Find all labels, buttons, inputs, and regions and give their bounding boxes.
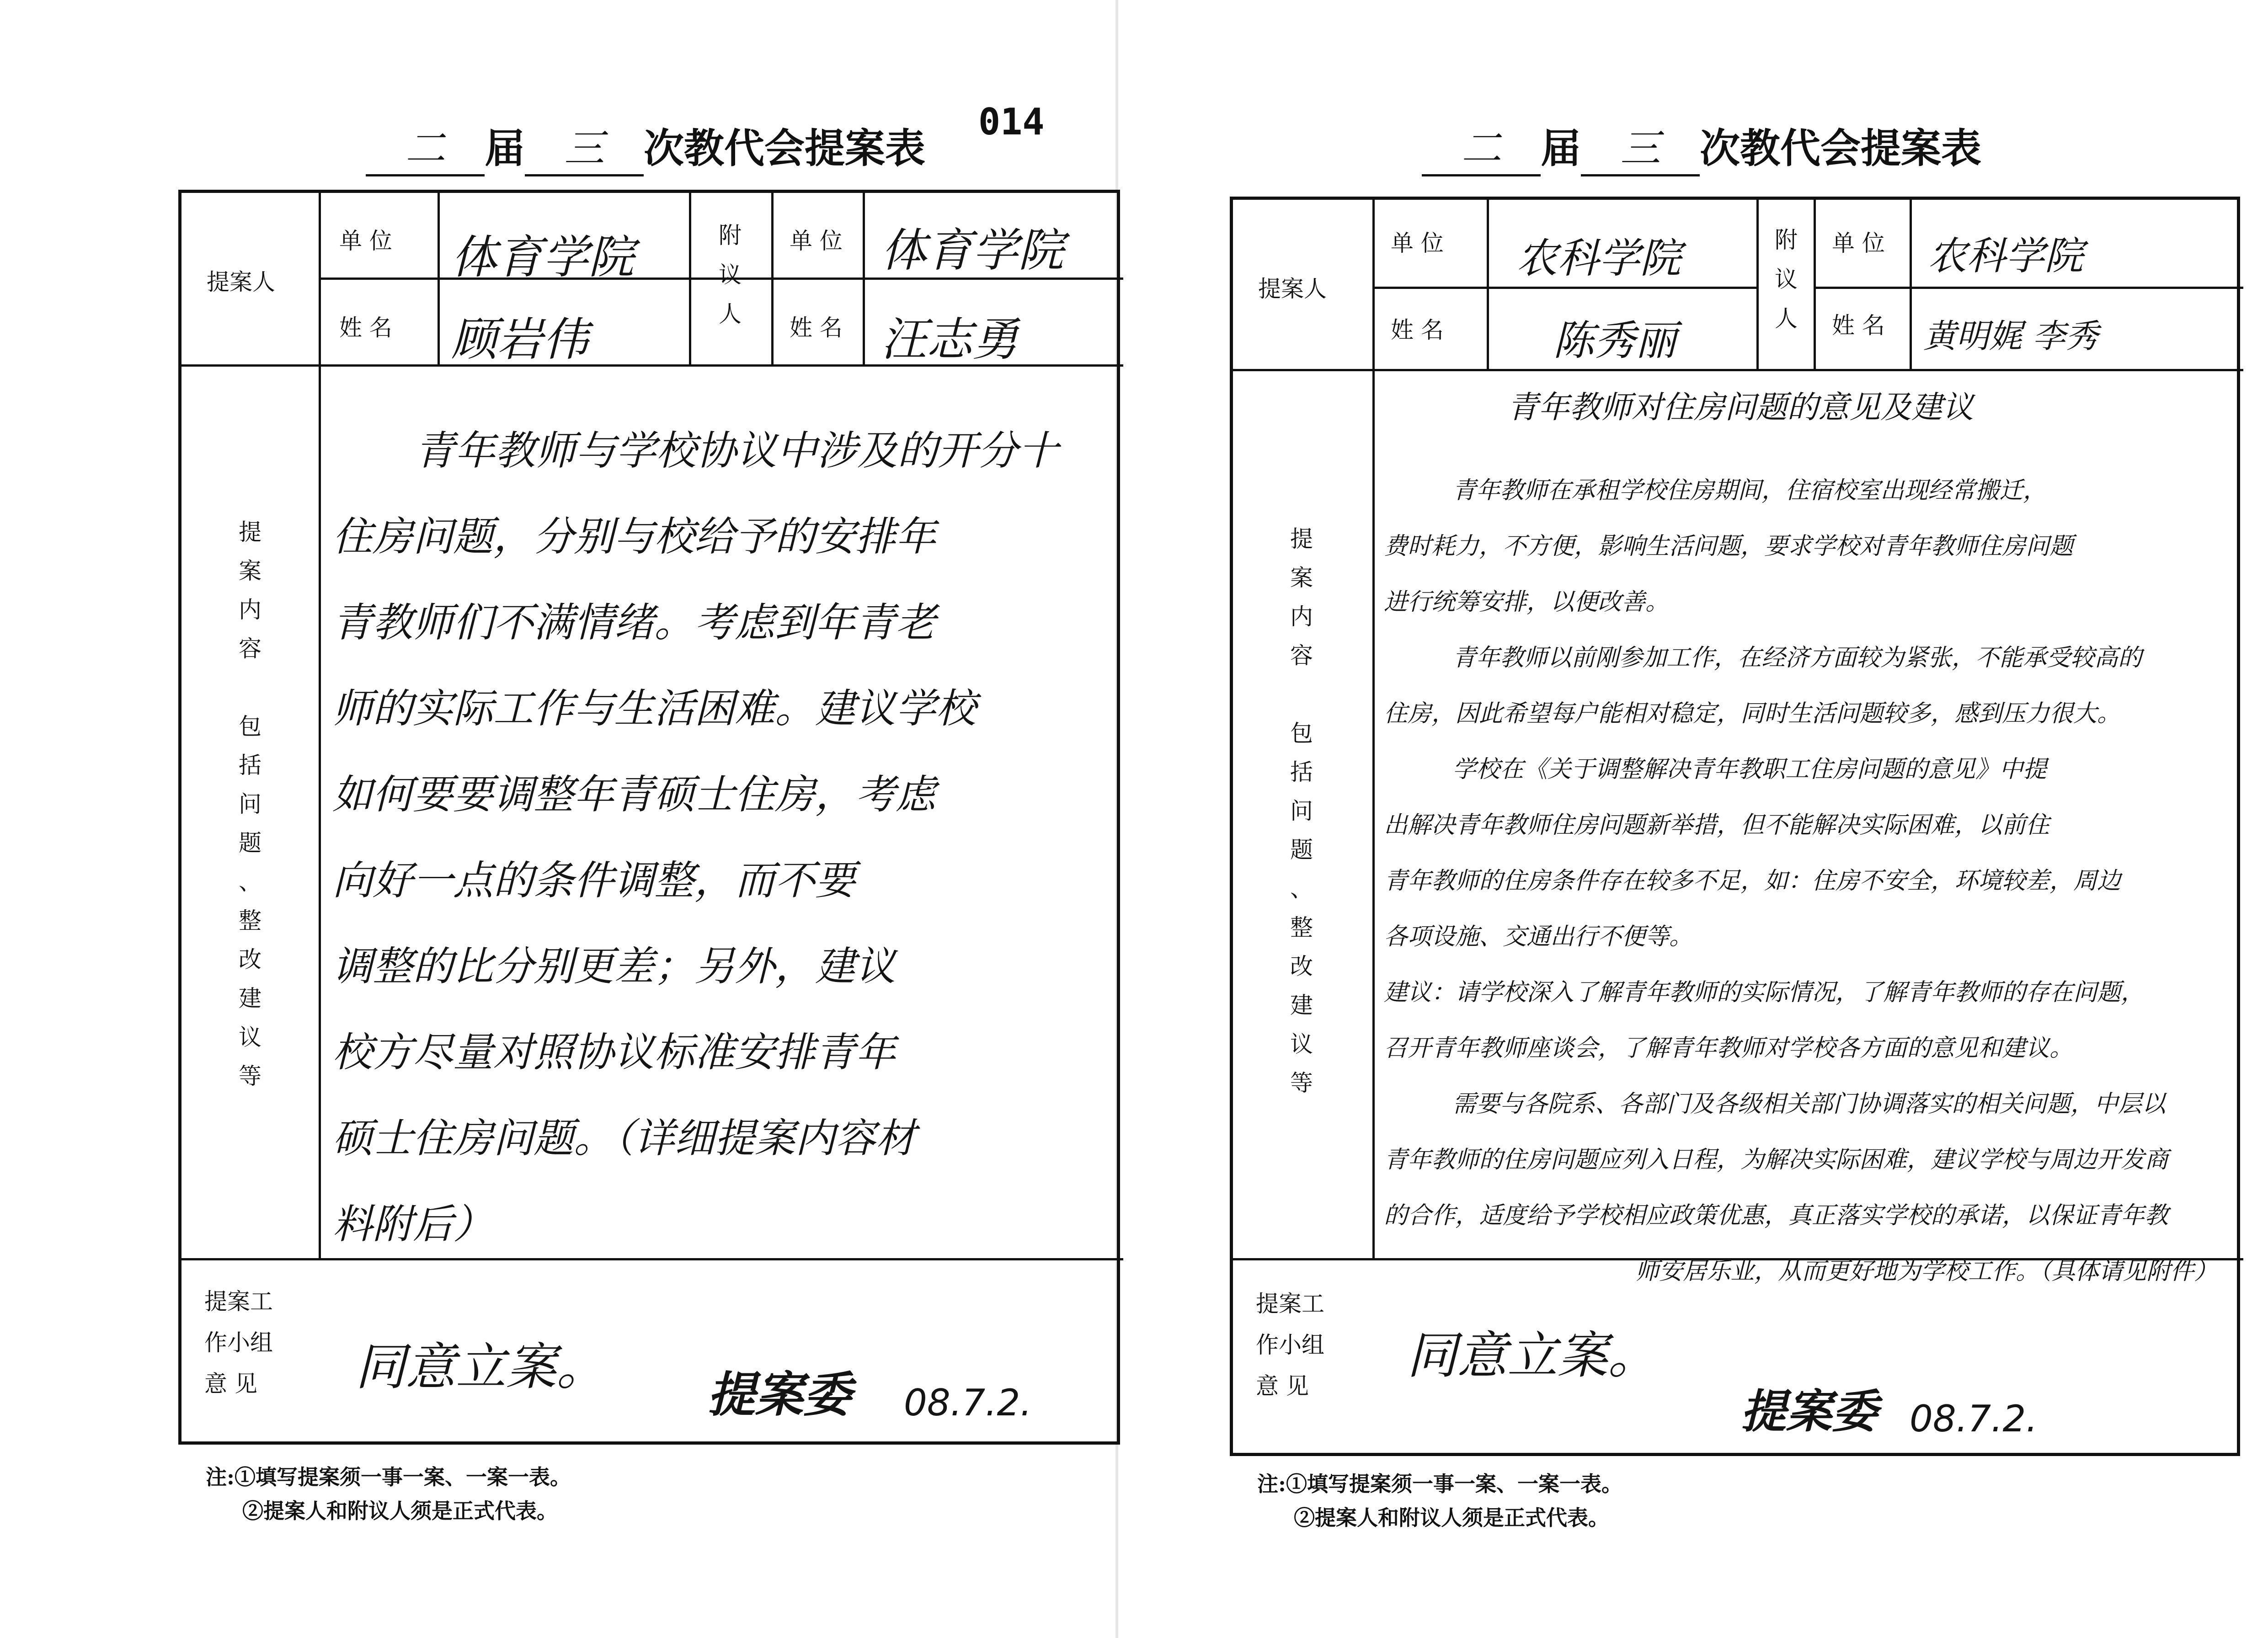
cosigner-unit: 体育学院	[881, 224, 1064, 277]
cosigner-name-label: 姓 名	[790, 315, 843, 341]
proposal-content: 青年教师在承租学校住房期间，住宿校室出现经常搬迁， 费时耗力，不方便，影响生活问题，要求学校对青年教师住房问题 进行统筹安排，以便改善。 青年教师以前刚参加工作，在经济方面较为紧张，不能承受较高的 住房，因此希望每户能相对稳定，同时生活问题较多，感到压力很大。 学校在《关于调整解决青年教职工住房问题的意见》中提 出解决青年教师住房问题新举措，但不能解决实际困难，以前住 青年教师的住房条件存在较多不足，如：住房不安全，环境较差，周边 各项设施、交通出行不便等。 建议：请学校深入了解青年教师的实际情况，了解青年教师的存在问题， 召开青年教师座谈会，了解青年教师对学校各方面的意见和建议。 需要与各院系、各部门及各级相关部门协调落实的相关问题，中层以 青年教师的住房问题应列入日程，为解决实际困难，建议学校与周边开发商 的合作，适度给予学校相应政策优惠，真正落实学校的承诺，以保证青年教 师安居乐业，从而更好地为学校工作。（具体请见附件）	[1384, 477, 2218, 1285]
proposer-unit: 农科学院	[1516, 235, 1681, 283]
proposer-unit-label: 单 位	[339, 228, 392, 254]
cosigner-unit: 农科学院	[1928, 234, 2084, 279]
proposal-content: 青年教师与学校协议中涉及的开分十 住房问题，分别与校给予的安排年 青教师们不满情绪。考虑到年青老 师的实际工作与生活困难。建议学校 如何要要调整年青硕士住房，考虑 向好一点的条件调整，而不要 调整的比分别更差；另外，建议 校方尽量对照协议标准安排青年 硕士住房问题。（详细提案内容材 料附后）	[332, 427, 1059, 1248]
form-title: 二 届 三 次教代会提案表	[366, 117, 925, 176]
proposal-form	[1230, 197, 2240, 1456]
cosigner-name-label: 姓 名	[1832, 312, 1885, 339]
workgroup-label: 提案工 作小组 意 见	[1256, 1291, 1324, 1399]
proposer-name-label: 姓 名	[1391, 317, 1444, 343]
meeting-number: 三	[1581, 117, 1700, 176]
signature: 提案委	[1740, 1385, 1878, 1438]
session-number: 二	[1422, 117, 1541, 176]
proposal-title: 青年教师对住房问题的意见及建议	[1507, 389, 1974, 426]
proposer-name-label: 姓 名	[339, 315, 392, 341]
content-label: 提 案 内 容 包 括 问 题 、 整 改 建 议 等	[1290, 526, 1313, 1096]
workgroup-opinion: 同意立案。	[355, 1338, 607, 1396]
cosigner-label: 附 议 人	[1775, 227, 1798, 332]
cosigner-name: 黄明娓 李秀	[1923, 317, 2098, 355]
cosigner-unit-label: 单 位	[790, 228, 843, 254]
form-title: 二 届 三 次教代会提案表	[1422, 117, 1981, 176]
cosigner-name: 汪志勇	[881, 313, 1018, 366]
workgroup-label: 提案工 作小组 意 见	[204, 1288, 273, 1397]
proposal-page-right	[1125, 0, 2268, 1638]
session-number: 二	[366, 117, 485, 176]
form-notes: 注:①填写提案须一事一案、一案一表。 ②提案人和附议人须是正式代表。	[1257, 1472, 1622, 1530]
proposer-name: 陈秀丽	[1553, 317, 1676, 365]
serial-mark: 014	[978, 101, 1045, 143]
content-label: 提 案 内 容 包 括 问 题 、 整 改 建 议 等	[239, 519, 261, 1089]
signature: 提案委	[707, 1367, 852, 1423]
proposer-name: 顾岩伟	[451, 313, 588, 366]
meeting-number: 三	[525, 117, 644, 176]
cosigner-unit-label: 单 位	[1832, 230, 1885, 256]
workgroup-opinion: 同意立案。	[1407, 1326, 1658, 1385]
proposer-unit-label: 单 位	[1391, 230, 1444, 256]
proposer-label: 提案人	[207, 269, 275, 295]
cosigner-label: 附 议 人	[719, 222, 742, 327]
opinion-date: 08.7.2.	[904, 1382, 1032, 1424]
proposer-unit: 体育学院	[451, 230, 634, 284]
opinion-date: 08.7.2.	[1910, 1398, 2038, 1440]
proposal-form	[178, 190, 1120, 1445]
form-notes: 注:①填写提案须一事一案、一案一表。 ②提案人和附议人须是正式代表。	[206, 1465, 571, 1523]
proposal-page-left	[0, 0, 1125, 1638]
proposer-label: 提案人	[1258, 276, 1327, 302]
